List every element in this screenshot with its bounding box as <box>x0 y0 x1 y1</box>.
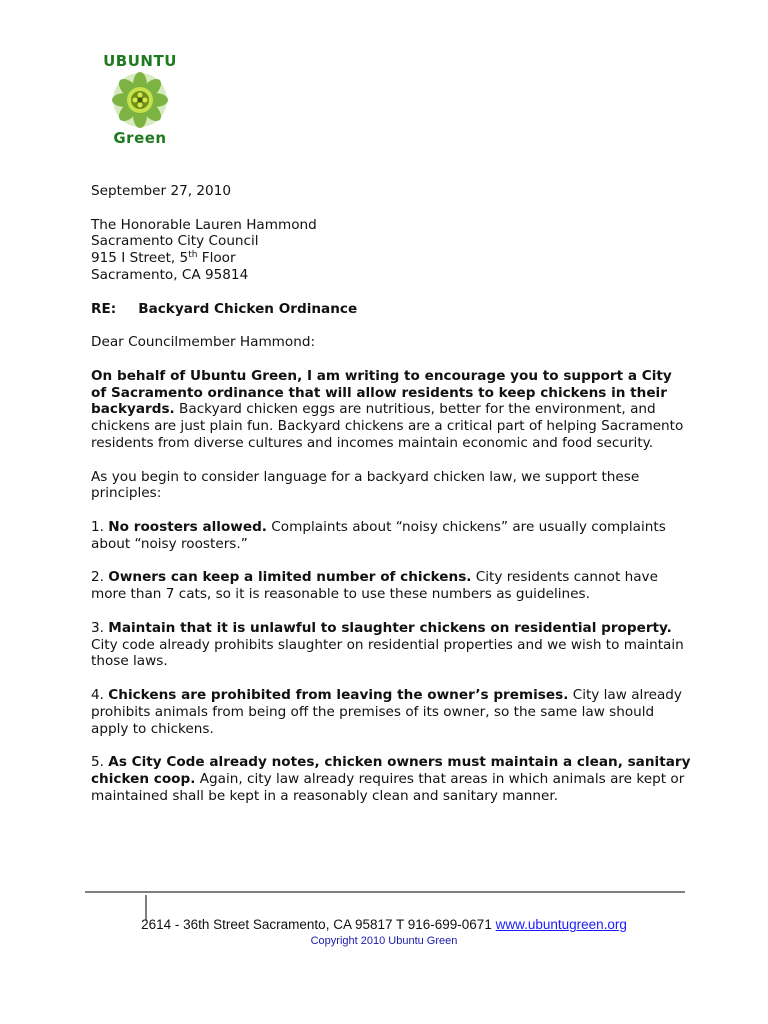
recipient-name: The Honorable Lauren Hammond <box>91 216 317 233</box>
logo <box>100 50 180 150</box>
principle-item: 2. Owners can keep a limited number of chickens. City residents cannot have more than 7 cats, so it is reasonable to use these numbers as guidelines. <box>91 569 658 603</box>
principle-item: 4. Chickens are prohibited from leaving the owner’s premises. City law already prohibits animals from being off the premises of its owner, so the same law should apply to chickens. <box>91 686 682 737</box>
footer-rule <box>85 891 685 893</box>
recipient-org: Sacramento City Council <box>91 233 259 250</box>
principle-item: 1. No roosters allowed. Complaints about “noisy chickens” are usually complaints about “noisy roosters.” <box>91 518 666 552</box>
re-label: RE: <box>91 300 117 317</box>
principles-intro: As you begin to consider language for a backyard chicken law, we support these principles: <box>91 468 640 502</box>
website-link[interactable]: www.ubuntugreen.org <box>495 917 627 932</box>
footer-copyright: Copyright 2010 Ubuntu Green <box>310 935 458 947</box>
principle-item: 3. Maintain that it is unlawful to slaughter chickens on residential property. City code already prohibits slaughter on residential properties and we wish to maintain those laws. <box>91 619 684 670</box>
footer-address: 2614 - 36th Street Sacramento, CA 95817 T 916-699-0671 www.ubuntugreen.org <box>141 917 627 932</box>
letter-body <box>91 183 691 804</box>
logo-bottom-text: Green <box>113 129 167 147</box>
recipient-city: Sacramento, CA 95814 <box>91 266 249 283</box>
logo-top-text: UBUNTU <box>103 52 177 70</box>
subject-line <box>91 301 691 318</box>
flower-logo-icon <box>105 70 175 130</box>
recipient-street: 915 I Street, 5th Floor <box>91 250 236 267</box>
letter-date: September 27, 2010 <box>91 183 231 199</box>
re-subject: Backyard Chicken Ordinance <box>138 300 358 317</box>
intro-paragraph: On behalf of Ubuntu Green, I am writing to encourage you to support a City of Sacramento ordinance that will allow residents to keep chickens in their backyards. Backyard chicken eggs are nutritious, better for the environment, and chickens are just plain fun. Backyard chickens are a critical part of helping Sacramento residents from diverse cultures and incomes maintain economic and food security. <box>91 367 684 451</box>
salutation: Dear Councilmember Hammond: <box>91 334 316 351</box>
principle-item: 5. As City Code already notes, chicken owners must maintain a clean, sanitary chicken coop. Again, city law already requires that areas in which animals are kept or maintained shall be kept in a reasonably clean and sanitary manner. <box>91 754 691 804</box>
